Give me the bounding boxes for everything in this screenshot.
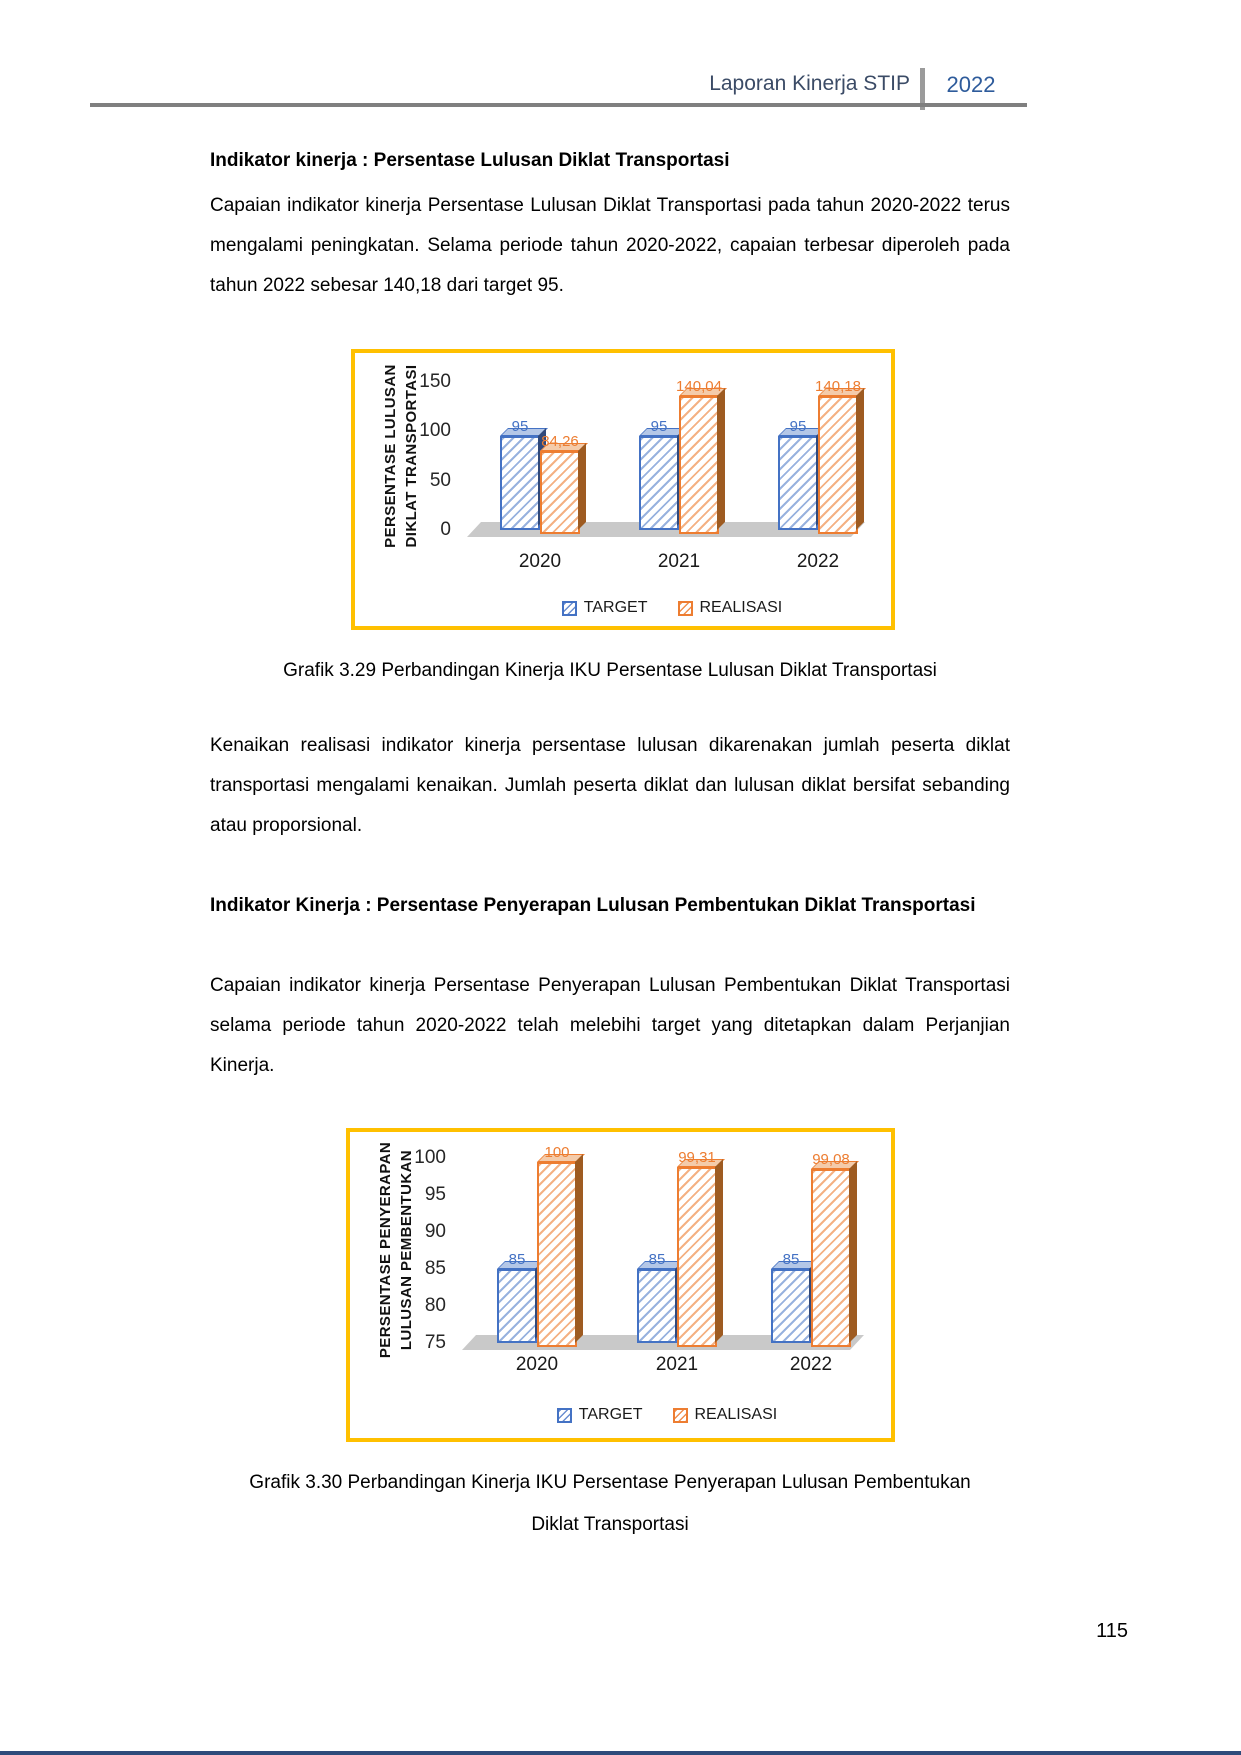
header-year: 2022 — [946, 72, 996, 97]
x-axis-category: 2021 — [657, 551, 701, 572]
chart2-caption — [210, 1462, 1010, 1546]
page-bottom-border — [0, 1751, 1241, 1755]
legend-label: REALISASI — [694, 1406, 778, 1423]
section1-paragraph: Capaian indikator kinerja Persentase Lulusan Diklat Transportasi pada tahun 2020-2022 terus mengalami peningkatan. Selama periode tahun 2020-2022, capaian terbesar diperoleh pada tahun 2022 sebesar 140,18 dari target 95. — [210, 195, 1010, 296]
bar-value-label: 95 — [511, 418, 529, 436]
y-axis-tick: 90 — [424, 1221, 446, 1242]
x-axis-category: 2022 — [789, 1354, 833, 1375]
bar-realisasi — [818, 396, 858, 534]
chart-grafik-3-30 — [346, 1128, 895, 1442]
bar-target — [500, 436, 540, 530]
bar-value-label: 100 — [544, 1144, 570, 1161]
bar-value-label: 99,08 — [812, 1150, 850, 1168]
bar-value-label: 95 — [789, 418, 807, 436]
chart2-caption-line2: Diklat Transportasi — [531, 1514, 689, 1535]
y-axis-tick: 95 — [424, 1184, 446, 1205]
bar-value-label: 85 — [648, 1251, 666, 1268]
chart1-caption: Grafik 3.29 Perbandingan Kinerja IKU Persentase Lulusan Diklat Transportasi — [283, 660, 937, 681]
legend-label: TARGET — [578, 1406, 643, 1423]
target-swatch-icon — [562, 601, 577, 616]
y-axis-title: PERSENTASE LULUSAN DIKLAT TRANSPORTASI — [382, 364, 420, 548]
bar-target — [497, 1269, 537, 1343]
y-axis-tick: 75 — [424, 1332, 446, 1353]
y-axis-tick: 85 — [424, 1258, 446, 1279]
y-axis-title: PERSENTASE PENYERAPAN LULUSAN PEMBENTUKAN — [377, 1141, 415, 1359]
bar-side-face — [717, 388, 725, 530]
bar-side-face — [715, 1159, 723, 1343]
y-axis-tick: 0 — [440, 519, 451, 540]
bar-target — [639, 436, 679, 530]
chart-legend — [471, 599, 873, 617]
bar-value-label: 99,31 — [678, 1149, 716, 1167]
y-axis-tick: 80 — [424, 1295, 446, 1316]
bar-realisasi — [540, 451, 580, 534]
realisasi-swatch-icon — [678, 601, 693, 616]
x-axis-category: 2022 — [796, 551, 840, 572]
x-axis-category: 2020 — [515, 1354, 559, 1375]
legend-label: TARGET — [583, 599, 648, 616]
legend-label: REALISASI — [699, 599, 783, 616]
legend-item-realisasi — [673, 1406, 778, 1424]
bar-target — [771, 1269, 811, 1343]
legend-item-target — [557, 1406, 643, 1424]
chart-grafik-3-29 — [351, 349, 895, 630]
x-axis-category: 2021 — [655, 1354, 699, 1375]
bar-target — [637, 1269, 677, 1343]
y-axis-tick: 100 — [419, 420, 451, 442]
x-axis-category: 2020 — [518, 551, 562, 572]
section2-heading: Indikator Kinerja : Persentase Penyerapan Lulusan Pembentukan Diklat Transportasi — [210, 895, 976, 916]
y-axis-tick: 150 — [419, 371, 451, 392]
bar-target — [778, 436, 818, 530]
bar-value-label: 140,18 — [815, 377, 861, 395]
section2-paragraph: Capaian indikator kinerja Persentase Penyerapan Lulusan Pembentukan Diklat Transportasi selama periode tahun 2020-2022 telah melebihi target yang ditetapkan dalam Perjanjian Kinerja. — [210, 975, 1010, 1076]
bar-value-label: 85 — [508, 1251, 526, 1268]
bar-side-face — [575, 1154, 583, 1343]
bar-realisasi — [679, 396, 719, 534]
legend-item-target — [562, 599, 648, 617]
bar-side-face — [856, 388, 864, 530]
bar-side-face — [849, 1161, 857, 1343]
legend-item-realisasi — [678, 599, 783, 617]
header-rule — [90, 103, 1027, 107]
bar-side-face — [578, 443, 586, 530]
bar-value-label: 140,04 — [676, 377, 722, 395]
section1-heading: Indikator kinerja : Persentase Lulusan Diklat Transportasi — [210, 150, 730, 171]
section1-analysis-paragraph: Kenaikan realisasi indikator kinerja persentase lulusan dikarenakan jumlah peserta diklat transportasi mengalami kenaikan. Jumlah peserta diklat dan lulusan diklat bersifat sebanding atau proporsional. — [210, 735, 1010, 836]
y-axis-tick: 100 — [414, 1147, 446, 1168]
realisasi-swatch-icon — [673, 1408, 688, 1423]
bar-value-label: 85 — [782, 1251, 800, 1268]
y-axis-tick: 50 — [429, 469, 451, 491]
bar-value-label: 95 — [650, 418, 668, 436]
target-swatch-icon — [557, 1408, 572, 1423]
chart-legend — [466, 1406, 868, 1424]
chart2-caption-line1: Grafik 3.30 Perbandingan Kinerja IKU Persentase Penyerapan Lulusan Pembentukan — [249, 1472, 971, 1493]
page-number: 115 — [1096, 1620, 1128, 1642]
bar-value-label: 84,26 — [541, 432, 579, 450]
report-title: Laporan Kinerja STIP — [709, 72, 910, 95]
